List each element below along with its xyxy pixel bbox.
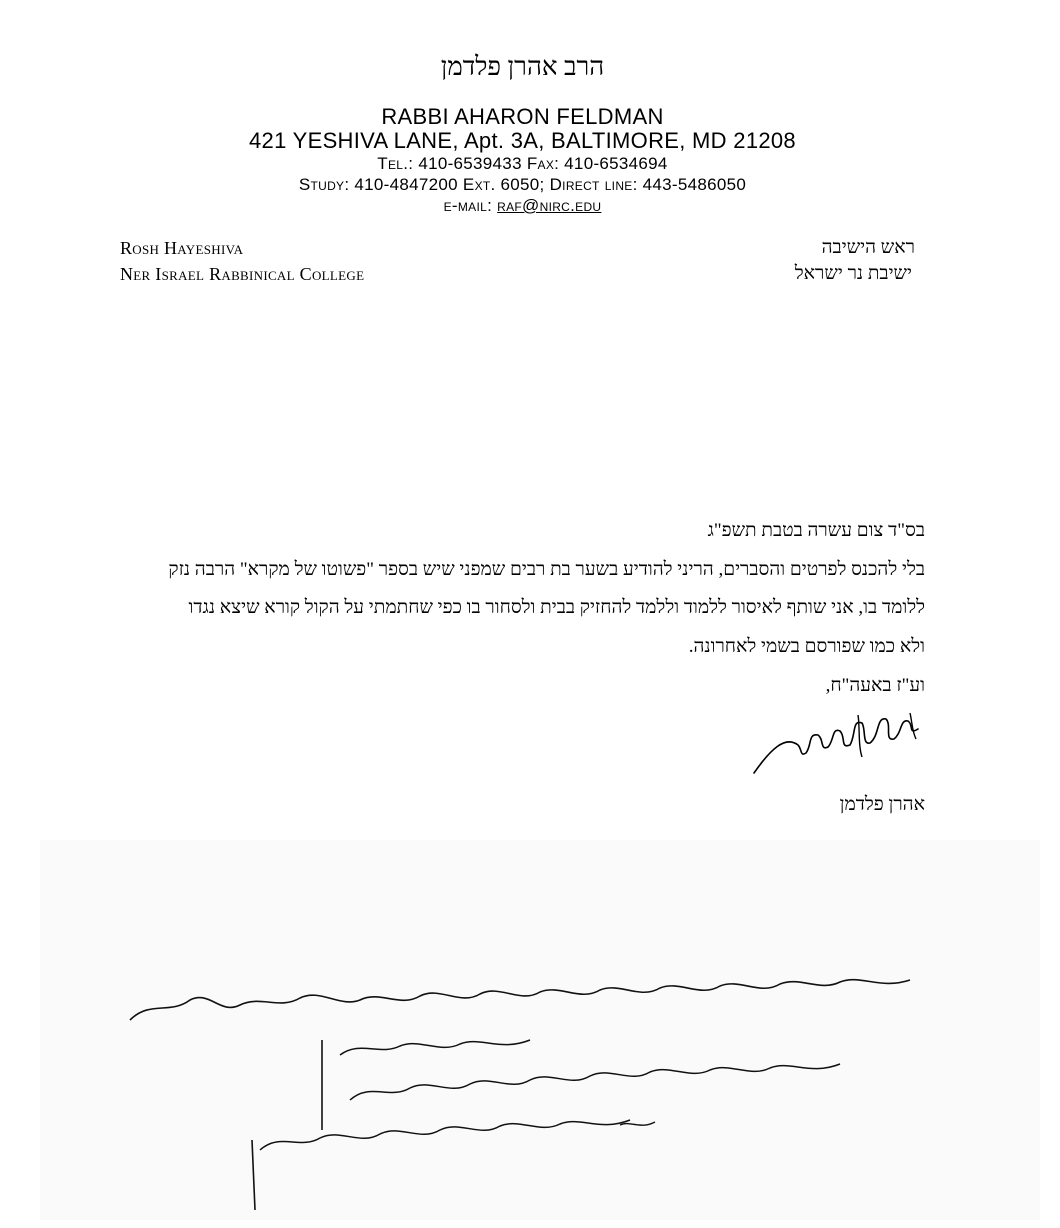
- hebrew-institution: ישיבת נר ישראל: [794, 263, 912, 284]
- letter-closing: וע"ז באעה"ח,: [825, 675, 925, 696]
- email-line: [0, 196, 1045, 216]
- address-line: 421 YESHIVA LANE, Apt. 3A, BALTIMORE, MD 21208: [249, 128, 796, 153]
- hebrew-title: ראש הישיבה: [821, 237, 915, 258]
- letter-line-3: ולא כמו שפורסם בשמי לאחרונה.: [688, 636, 925, 657]
- english-title: Rosh Hayeshiva: [120, 238, 244, 258]
- english-institution: Ner Israel Rabbinical College: [120, 264, 365, 284]
- email-link[interactable]: raf@nirc.edu: [497, 196, 602, 215]
- letter-line-1: בלי להכנס לפרטים והסברים, הריני להודיע בשער בת רבים שמפני שיש בספר "פשוטו של מקרא" הרבה נזק: [168, 559, 925, 580]
- letter-date-heading: בס"ד צום עשרה בטבת תשפ"ג: [707, 520, 925, 541]
- study-phone-line: Study: 410-4847200 Ext. 6050; Direct line: 443-5486050: [298, 175, 747, 194]
- email-label: e-mail:: [443, 196, 498, 215]
- english-name-heading: RABBI AHARON FELDMAN: [381, 104, 664, 129]
- letter-line-2: ללומד בו, אני שותף לאיסור ללמוד וללמד להחזיק בבית ולסחור בו כפי שחתמתי על הקול קורא שיצא נגדו: [188, 597, 925, 618]
- handwritten-signature: [740, 705, 930, 785]
- handwritten-endorsements: [110, 960, 940, 1220]
- hebrew-name-heading: הרב אהרן פלדמן: [440, 52, 605, 81]
- printed-signature-name: אהרן פלדמן: [839, 794, 925, 815]
- phone-fax-line: Tel.: 410-6539433 Fax: 410-6534694: [377, 154, 668, 173]
